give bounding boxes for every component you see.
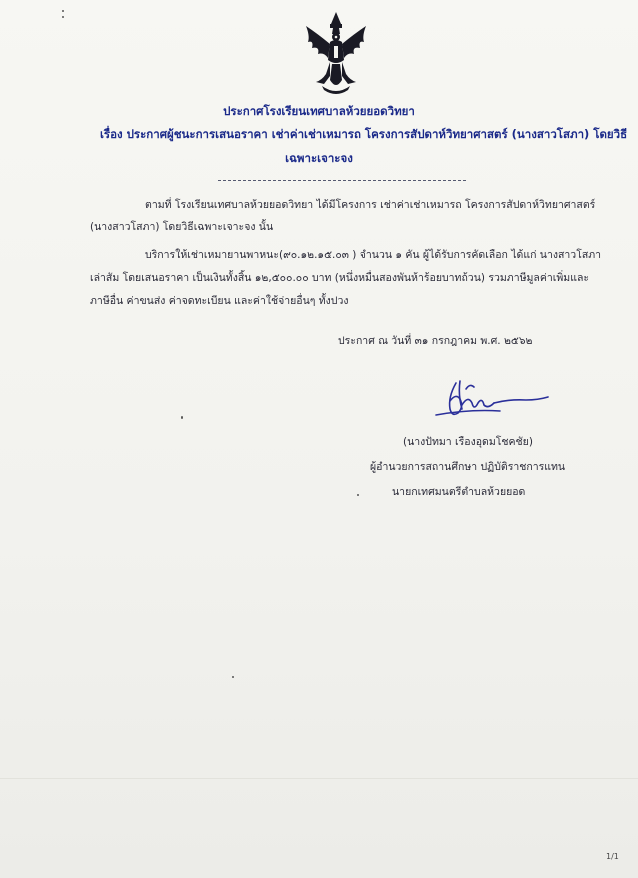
body-paragraph-line: เล่าสัม โดยเสนอราคา เป็นเงินทั้งสิ้น ๑๒,๕๐๐.๐๐ บาท (หนึ่งหมื่นสองพันห้าร้อยบาทถ้วน) รวมภาษีมูลค่าเพิ่มและ: [90, 272, 590, 284]
page-number: 1/1: [606, 852, 619, 861]
body-paragraph-line: บริการให้เช่าเหมายานพาหนะ(๙๐.๑๒.๑๕.๐๓ ) จำนวน ๑ คัน ผู้ได้รับการคัดเลือก ได้แก่ นางสาวโสภา: [145, 249, 602, 261]
scan-speck: [357, 494, 359, 496]
announcement-title: ประกาศโรงเรียนเทศบาลห้วยยอดวิทยา: [223, 104, 415, 118]
body-paragraph-line: (นางสาวโสภา) โดยวิธีเฉพาะเจาะจง นั้น: [90, 221, 274, 233]
scan-speck: [62, 10, 64, 12]
announcement-subject: เรื่อง ประกาศผู้ชนะการเสนอราคา เช่าค่าเช่าเหมารถ โครงการสัปดาห์วิทยาศาสตร์ (นางสาวโสภา) โดยวิธี: [100, 127, 628, 141]
body-paragraph-line: ภาษีอื่น ค่าขนส่ง ค่าจดทะเบียน และค่าใช้จ่ายอื่นๆ ทั้งปวง: [90, 295, 349, 307]
announcement-date: ประกาศ ณ วันที่ ๓๑ กรกฎาคม พ.ศ. ๒๕๖๒: [338, 335, 533, 347]
handwritten-signature: [430, 375, 555, 425]
announcement-subject-continued: เฉพาะเจาะจง: [285, 151, 353, 165]
scan-speck: [62, 16, 64, 18]
signatory-name: (นางปัทมา เรืองอุดมโชคชัย): [403, 436, 533, 448]
scan-speck: [232, 676, 234, 678]
garuda-emblem-icon: [300, 10, 372, 98]
dashed-divider: [218, 180, 466, 181]
scan-speck: [181, 416, 183, 419]
paper-fold-line: [0, 778, 638, 779]
signatory-authority: นายกเทศมนตรีตำบลห้วยยอด: [392, 486, 526, 498]
body-paragraph-line: ตามที่ โรงเรียนเทศบาลห้วยยอดวิทยา ได้มีโครงการ เช่าค่าเช่าเหมารถ โครงการสัปดาห์วิทยาศาสตร์: [145, 199, 596, 211]
signatory-position: ผู้อำนวยการสถานศึกษา ปฏิบัติราชการแทน: [370, 461, 566, 473]
